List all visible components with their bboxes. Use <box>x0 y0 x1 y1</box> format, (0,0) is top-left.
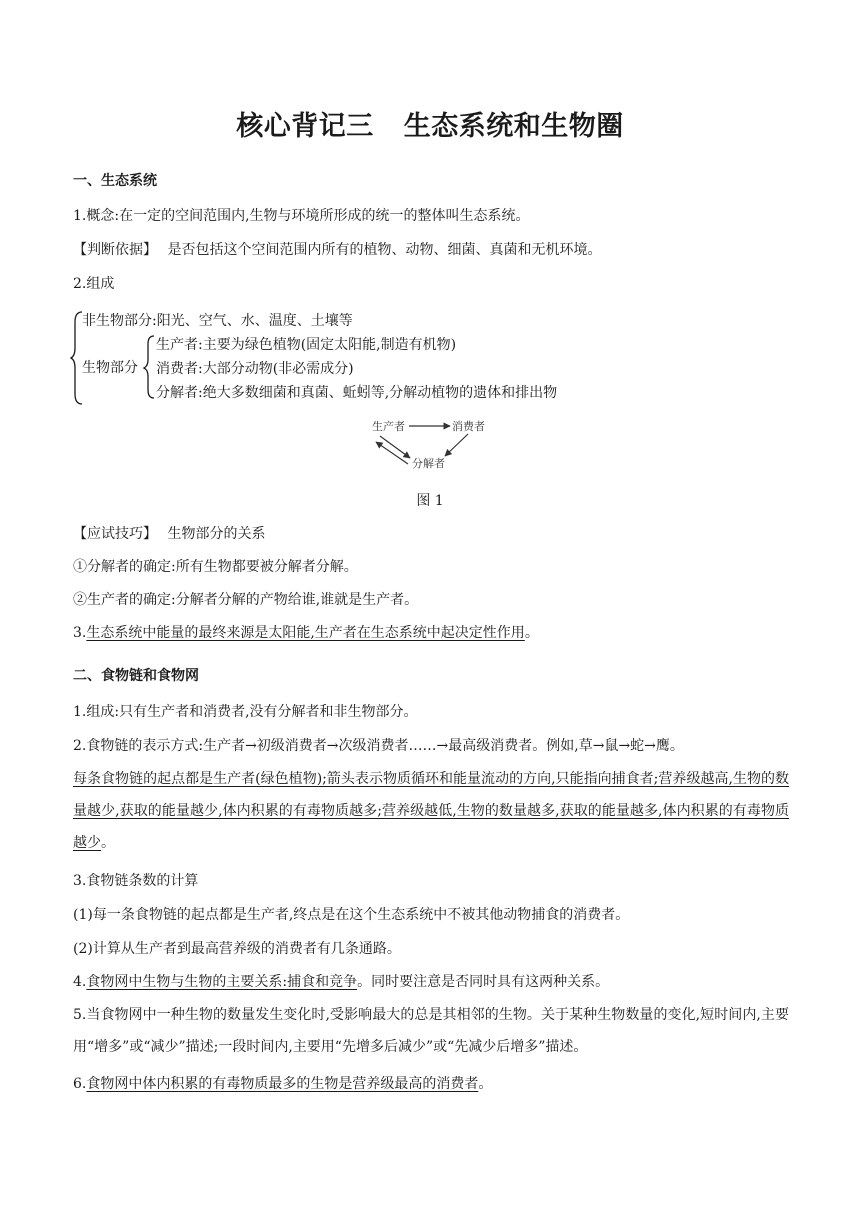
energy-underlined: 生态系统中能量的最终来源是太阳能,生产者在生态系统中起决定性作用 <box>86 625 525 641</box>
tip-producer: ②生产者的确定:分解者分解的产物给谁,谁就是生产者。 <box>73 592 419 608</box>
bio-part-label: 生物部分 <box>82 360 138 376</box>
diagram-decomposer-label: 分解者 <box>412 457 445 470</box>
foodweb-relation-underlined: 食物网中生物与生物的主要关系:捕食和竞争 <box>86 974 358 990</box>
population-change: 5.当食物网中一种生物的数量发生变化时,受影响最大的总是其相邻的生物。关于某种生物数量的变化,短时间内,主要用“增多”或“减少”描述;一段时间内,主要用“先增多后减少”或“先减少后增多”描述。 <box>73 1007 789 1055</box>
relationship-diagram <box>370 414 500 476</box>
foodweb-relation-num: 4. <box>73 974 87 990</box>
section-heading-foodchain: 二、食物链和食物网 <box>73 668 199 684</box>
judge-paragraph <box>73 240 793 260</box>
count-rule-2: (2)计算从生产者到最高营养级的消费者有几条通路。 <box>73 941 401 957</box>
tips-tag: 【应试技巧】 <box>73 526 157 542</box>
energy-num: 3. <box>73 625 87 641</box>
nonbio-part: 非生物部分:阳光、空气、水、温度、土壤等 <box>82 313 353 329</box>
arrow-consumer-decomposer <box>445 434 468 456</box>
foodweb-relation-rest: 。同时要注意是否同时具有这两种关系。 <box>357 974 610 990</box>
toxin-end: 。 <box>478 1076 493 1092</box>
energy-end: 。 <box>524 625 539 641</box>
title-part1: 核心背记三 <box>236 111 374 142</box>
foodchain-composition: 1.组成:只有生产者和消费者,没有分解者和非生物部分。 <box>73 704 418 720</box>
decomposer-line: 分解者:绝大多数细菌和真菌、蚯蚓等,分解动植物的遗体和排出物 <box>156 385 558 401</box>
foodweb-relation <box>73 972 793 992</box>
tip-decomposer: ①分解者的确定:所有生物都要被分解者分解。 <box>73 559 358 575</box>
judge-text: 是否包括这个空间范围内所有的植物、动物、细菌、真菌和无机环境。 <box>167 242 602 258</box>
foodchain-rules-underlined: 每条食物链的起点都是生产者(绿色植物);箭头表示物质循环和能量流动的方向,只能指向捕食者;营养级越高,生物的数量越少,获取的能量越少,体内积累的有毒物质越多;营养级越低,生物的数量越多,获取的能量越多,体内积累的有毒物质越少 <box>73 771 789 851</box>
concept-paragraph: 1.概念:在一定的空间范围内,生物与环境所形成的统一的整体叫生态系统。 <box>73 208 530 224</box>
judge-tag: 【判断依据】 <box>73 242 157 258</box>
tips-text: 生物部分的关系 <box>167 526 266 542</box>
diagram-producer-label: 生产者 <box>372 420 405 433</box>
count-rule-1: (1)每一条食物链的起点都是生产者,终点是在这个生态系统中不被其他动物捕食的消费者。 <box>73 907 630 923</box>
toxin-underlined: 食物网中体内积累的有毒物质最多的生物是营养级最高的消费者 <box>86 1076 479 1092</box>
producer-line: 生产者:主要为绿色植物(固定太阳能,制造有机物) <box>156 337 457 353</box>
tips-paragraph <box>73 524 793 544</box>
section-heading-ecosystem: 一、生态系统 <box>73 173 157 189</box>
foodchain-rules <box>73 763 789 859</box>
toxin-paragraph <box>73 1074 793 1094</box>
composition-heading: 2.组成 <box>73 276 115 292</box>
consumer-line: 消费者:大部分动物(非必需成分) <box>156 361 354 377</box>
count-heading: 3.食物链条数的计算 <box>73 873 199 889</box>
energy-paragraph <box>73 623 793 643</box>
figure-caption: 图 1 <box>416 493 444 509</box>
foodchain-notation: 2.食物链的表示方式:生产者→初级消费者→次级消费者……→最高级消费者。例如,草→鼠→蛇→鹰。 <box>73 738 684 754</box>
toxin-num: 6. <box>73 1076 87 1092</box>
diagram-consumer-label: 消费者 <box>452 420 485 433</box>
foodchain-rules-end: 。 <box>101 835 115 851</box>
title-part2: 生态系统和生物圈 <box>403 111 624 142</box>
page-title <box>0 104 860 143</box>
